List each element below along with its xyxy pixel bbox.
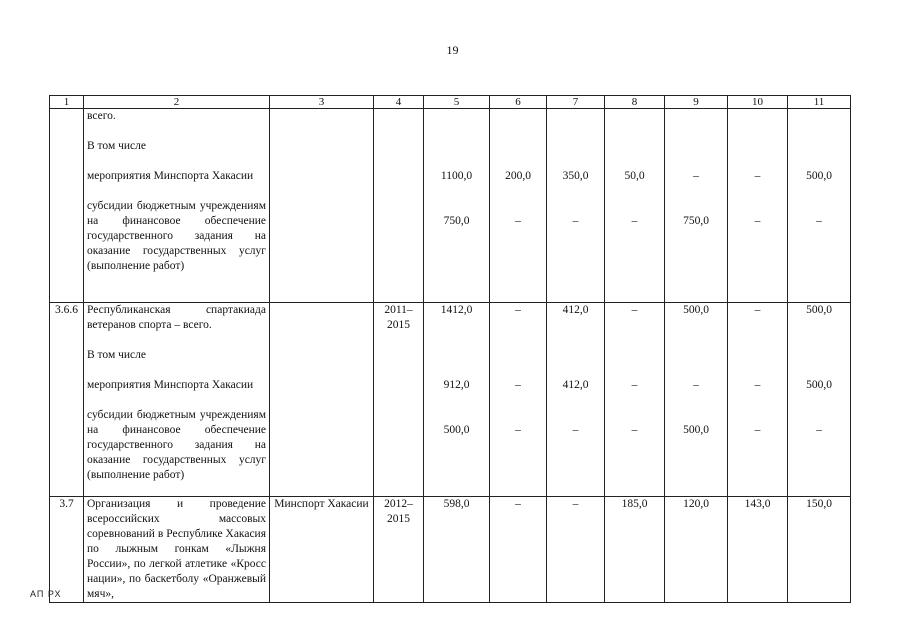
col-header-9: 9 <box>665 96 728 109</box>
row-name-subsidy: субсидии бюджетным учреждениям на финансовое обеспечение государственного задания на оказание государственных услуг (выполнение работ) <box>87 409 266 481</box>
row-val-7: 412,0 412,0 – <box>547 303 605 497</box>
row-val-9: – 750,0 <box>665 109 728 303</box>
row-name-competitions: Организация и проведение всероссийских массовых соревнований в Республике Хакасия по лыжным гонкам «Лыжня России», по легкой атлетике «Кросс нации», по баскетболу «Оранжевый мяч», <box>87 498 266 600</box>
col-header-6: 6 <box>490 96 547 109</box>
row-executor <box>270 109 374 303</box>
col-header-1: 1 <box>50 96 84 109</box>
row-name <box>84 109 270 303</box>
row-val-11: 500,0 500,0 – <box>788 303 851 497</box>
row-num: 3.6.6 <box>50 303 84 497</box>
row-val-6: 200,0 – <box>490 109 547 303</box>
footer-stamp: АП РХ <box>30 589 62 599</box>
table-row <box>50 109 851 303</box>
row-name-subsidy: субсидии бюджетным учреждениям на финансовое обеспечение государственного задания на оказание государственных услуг (выполнение работ) <box>87 200 266 272</box>
header-row <box>50 96 851 109</box>
page-number: 19 <box>446 43 459 57</box>
row-val-10: 143,0 <box>728 497 788 603</box>
row-val-6: – – – <box>490 303 547 497</box>
row-name-total: всего. <box>87 110 116 122</box>
col-header-5: 5 <box>424 96 490 109</box>
row-val-10: – – <box>728 109 788 303</box>
row-period: 2011–2015 <box>374 303 424 497</box>
col-header-3: 3 <box>270 96 374 109</box>
row-name-incl: В том числе <box>87 349 146 361</box>
row-name-incl: В том числе <box>87 140 146 152</box>
row-val-8: 50,0 – <box>605 109 665 303</box>
row-name-ministry: мероприятия Минспорта Хакасии <box>87 379 254 391</box>
row-num: 3.7 <box>50 497 84 603</box>
row-name-spartakiada: Республиканская спартакиада ветеранов спорта – всего. <box>87 304 266 331</box>
row-val-8: – – – <box>605 303 665 497</box>
row-name <box>84 303 270 497</box>
col-header-8: 8 <box>605 96 665 109</box>
row-val-7: 350,0 – <box>547 109 605 303</box>
row-val-7: – <box>547 497 605 603</box>
row-val-5: 1412,0 912,0 500,0 <box>424 303 490 497</box>
row-name-ministry: мероприятия Минспорта Хакасии <box>87 170 254 182</box>
col-header-2: 2 <box>84 96 270 109</box>
row-val-8: 185,0 <box>605 497 665 603</box>
col-header-4: 4 <box>374 96 424 109</box>
col-header-11: 11 <box>788 96 851 109</box>
row-val-9: 500,0 – 500,0 <box>665 303 728 497</box>
table-row <box>50 303 851 497</box>
row-period <box>374 109 424 303</box>
row-period: 2012–2015 <box>374 497 424 603</box>
row-executor: Минспорт Хакасии <box>270 497 374 603</box>
row-num <box>50 109 84 303</box>
row-val-5: 1100,0 750,0 <box>424 109 490 303</box>
row-val-5: 598,0 <box>424 497 490 603</box>
col-header-10: 10 <box>728 96 788 109</box>
row-val-11: 500,0 – <box>788 109 851 303</box>
row-executor <box>270 303 374 497</box>
row-val-11: 150,0 <box>788 497 851 603</box>
table-row <box>50 497 851 603</box>
row-val-9: 120,0 <box>665 497 728 603</box>
col-header-7: 7 <box>547 96 605 109</box>
row-name <box>84 497 270 603</box>
row-val-10: – – – <box>728 303 788 497</box>
row-val-6: – <box>490 497 547 603</box>
budget-table <box>49 95 851 603</box>
